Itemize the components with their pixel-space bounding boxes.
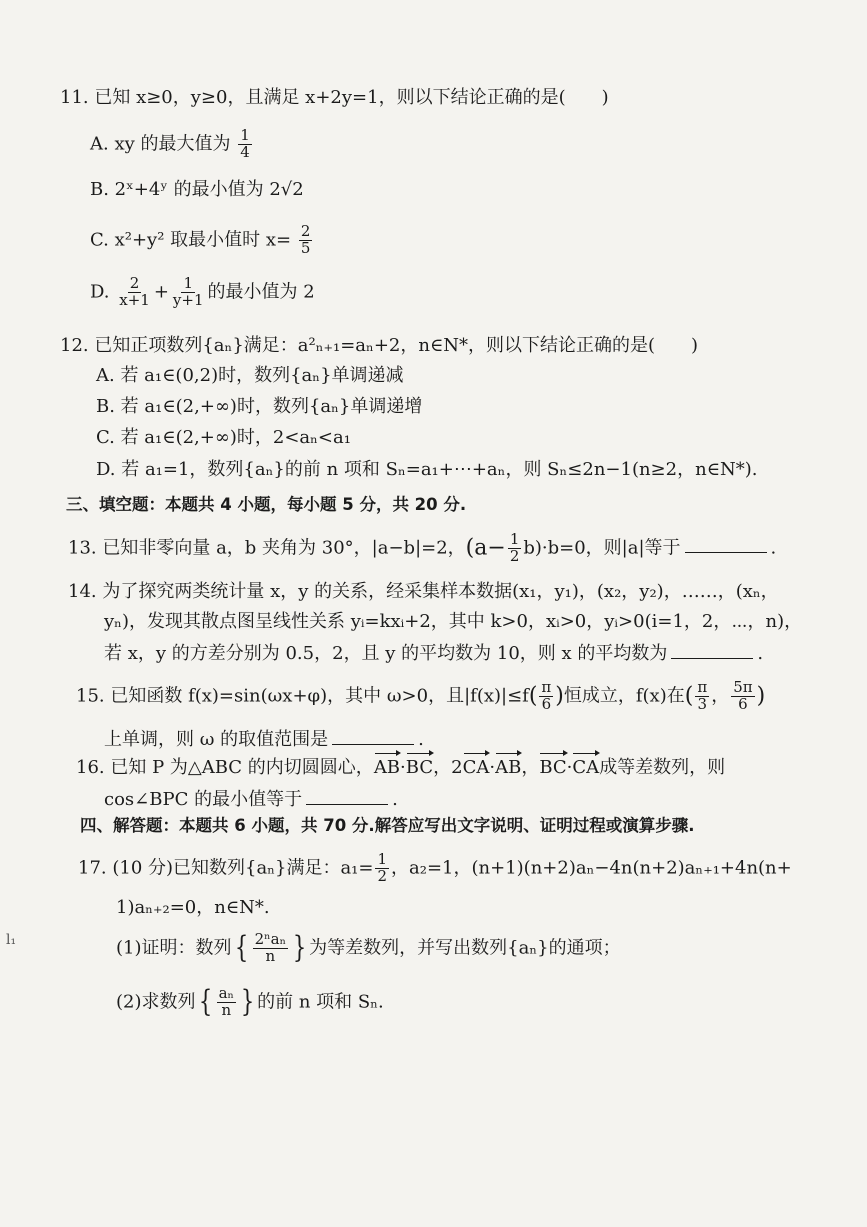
- vector-ca-2: CA: [572, 757, 600, 778]
- q12-b-text: B. 若 a₁∈(2,+∞)时，数列{aₙ}单调递增: [96, 396, 423, 417]
- fraction-a1-half: [375, 852, 389, 885]
- q14-answer-blank[interactable]: [671, 640, 753, 659]
- fraction-two-fifths: [299, 224, 313, 257]
- paren-open: (: [528, 683, 538, 709]
- section-3-heading: [66, 493, 466, 517]
- right-brace: }: [292, 930, 307, 966]
- plus-sign: +: [153, 281, 169, 303]
- q13-end: .: [770, 537, 777, 559]
- vector-ab: AB: [373, 757, 401, 778]
- q12-option-c: [96, 426, 351, 450]
- section-4-text: 四、解答题：本题共 6 小题，共 70 分.解答应写出文字说明、证明过程或演算步骤.: [80, 816, 695, 835]
- frac-num: aₙ: [218, 984, 235, 1002]
- q14-end: .: [757, 643, 764, 664]
- frac-num: 2ⁿaₙ: [254, 930, 287, 948]
- q15-l2-text: 上单调，则 ω 的取值范围是: [104, 729, 329, 750]
- q17-p1-post: 为等差数列，并写出数列{aₙ}的通项；: [309, 937, 621, 959]
- frac-den: 3: [697, 694, 708, 713]
- q16-line1: [76, 756, 725, 780]
- frac-den: x+1: [119, 290, 150, 309]
- q14-line2: [104, 610, 802, 634]
- q15-answer-blank[interactable]: [332, 726, 414, 745]
- q16-pre: 16. 已知 P 为△ABC 的内切圆圆心，: [76, 757, 374, 778]
- q17-post: ，a₂=1，(n+1)(n+2)aₙ−4n(n+2)aₙ₊₁+4n(n+: [391, 857, 792, 879]
- q11-option-c: [90, 224, 314, 257]
- dot-op: ·: [400, 757, 406, 778]
- left-brace: {: [234, 930, 248, 966]
- section-4-heading: [80, 814, 694, 838]
- q11-stem-text: 11. 已知 x≥0，y≥0，且满足 x+2y=1，则以下结论正确的是( ): [60, 87, 609, 108]
- sequence-brace: [232, 932, 310, 965]
- fraction-one-quarter: [238, 128, 252, 161]
- frac-num: π: [541, 678, 552, 696]
- q11-option-a: [90, 128, 254, 161]
- q11-option-d: [90, 276, 315, 309]
- q17-line2: [116, 896, 270, 920]
- q11-c-text: C. x²+y² 取最小值时 x=: [90, 229, 292, 251]
- frac-den: n: [265, 946, 276, 965]
- q11-b-text: B. 2ˣ+4ʸ 的最小值为 2√2: [90, 179, 304, 200]
- q17-p2-pre: (2)求数列: [116, 991, 196, 1013]
- q11-d-label: D.: [90, 281, 110, 303]
- q12-c-text: C. 若 a₁∈(2,+∞)时，2<aₙ<a₁: [96, 427, 351, 448]
- q16-l2-text: cos∠BPC 的最小值等于: [104, 789, 303, 810]
- q14-line1: [68, 580, 779, 604]
- q13-answer-blank[interactable]: [685, 534, 767, 553]
- q13-pre: 13. 已知非零向量 a，b 夹角为 30°，|a−b|=2，: [68, 537, 466, 559]
- fraction-5pi-over-6: [731, 680, 754, 713]
- right-brace: }: [240, 984, 255, 1020]
- frac-num: 1: [183, 274, 193, 292]
- q15-line2: [104, 726, 424, 752]
- frac-den: y+1: [172, 290, 204, 309]
- q16-line2: [104, 786, 398, 812]
- paren-close: ): [555, 683, 564, 709]
- vector-bc-2: BC: [539, 757, 567, 778]
- q12-option-b: [96, 395, 422, 419]
- q15-pre: 15. 已知函数 f(x)=sin(ωx+φ)，其中 ω>0，且|f(x)|≤f: [76, 685, 529, 707]
- frac-den: n: [221, 1000, 232, 1019]
- margin-mark: l₁: [6, 932, 17, 948]
- fraction-1-over-y1: [171, 276, 206, 309]
- q13-paren-a: (a−: [465, 535, 506, 561]
- q11-d-text: 的最小值为 2: [207, 281, 315, 303]
- frac-num: 5π: [733, 678, 753, 696]
- q15-end: .: [418, 729, 424, 750]
- vector-ca: CA: [462, 757, 490, 778]
- fraction-2-over-x1: [117, 276, 152, 309]
- q16-answer-blank[interactable]: [306, 786, 388, 805]
- paren-close-2: ): [756, 683, 766, 709]
- q15-mid: 恒成立，f(x)在: [563, 685, 685, 707]
- q17-l2-text: 1)aₙ₊₂=0，n∈N*.: [116, 897, 270, 918]
- q13: [68, 532, 776, 565]
- fraction-pi-over-3: [695, 680, 709, 713]
- q14-l2-text: yₙ)，发现其散点图呈线性关系 yᵢ=kxᵢ+2，其中 k>0，xᵢ>0，yᵢ>0(i=1，2，⋯，n)，: [104, 611, 803, 632]
- q17-part2: [116, 986, 384, 1019]
- q12-stem-text: 12. 已知正项数列{aₙ}满足：a²ₙ₊₁=aₙ+2，n∈N*，则以下结论正确的是( ): [60, 335, 699, 356]
- q12-option-d: [96, 458, 758, 482]
- q11-stem: [60, 86, 609, 110]
- frac-den: 2: [509, 546, 520, 565]
- section-3-text: 三、填空题：本题共 4 小题，每小题 5 分，共 20 分.: [66, 495, 467, 514]
- sequence-brace-2: [196, 986, 258, 1019]
- comma: ，: [711, 685, 730, 707]
- q12-d-text: D. 若 a₁=1，数列{aₙ}的前 n 项和 Sₙ=a₁+⋯+aₙ，则 Sₙ≤2n−1(n≥2，n∈N*).: [96, 459, 758, 480]
- frac-den: 5: [300, 238, 311, 257]
- paren-open-2: (: [684, 683, 694, 709]
- frac-den: 6: [738, 694, 748, 713]
- fraction-2na-over-n: [253, 932, 288, 965]
- q11-a-text: A. xy 的最大值为: [90, 133, 231, 155]
- frac-den: 4: [240, 142, 250, 161]
- vector-ab-2: AB: [495, 757, 522, 778]
- q14-l1-text: 14. 为了探究两类统计量 x，y 的关系，经采集样本数据(x₁，y₁)，(x₂，y₂)，……，(xₙ，: [68, 581, 779, 602]
- q12-a-text: A. 若 a₁∈(0,2)时，数列{aₙ}单调递减: [96, 365, 404, 386]
- fraction-a-over-n: [217, 986, 236, 1019]
- frac-den: 6: [541, 694, 552, 713]
- q12-stem: [60, 334, 698, 358]
- comma: ，: [521, 757, 540, 778]
- q17-p2-post: 的前 n 项和 Sₙ.: [257, 991, 384, 1013]
- q13-paren-b: b)·b=0，则|a|等于: [523, 537, 681, 559]
- frac-num: 1: [377, 850, 388, 868]
- dot-op-3: ·: [566, 757, 573, 778]
- frac-num: 2: [129, 274, 140, 292]
- q17-part1: [116, 932, 621, 965]
- fraction-half: [508, 532, 522, 565]
- dot-op-2: ·: [489, 757, 496, 778]
- q14-line3: [104, 640, 763, 666]
- q16-end: .: [392, 789, 398, 810]
- q15-line1: [76, 680, 765, 713]
- frac-num: 1: [240, 126, 250, 144]
- frac-num: π: [697, 678, 708, 696]
- frac-num: 1: [509, 530, 520, 548]
- q11-option-b: [90, 178, 304, 202]
- q17-pre: 17. (10 分)已知数列{aₙ}满足：a₁=: [78, 857, 374, 879]
- left-brace: {: [198, 984, 212, 1020]
- q12-option-a: [96, 364, 404, 388]
- q14-l3-text: 若 x，y 的方差分别为 0.5，2，且 y 的平均数为 10，则 x 的平均数为: [104, 643, 668, 664]
- frac-num: 2: [300, 222, 311, 240]
- q16-post: 成等差数列，则: [599, 757, 726, 778]
- q17-line1: [78, 852, 792, 885]
- frac-den: 2: [377, 866, 388, 885]
- vector-bc: BC: [405, 757, 434, 778]
- q17-p1-pre: (1)证明：数列: [116, 937, 232, 959]
- fraction-pi-over-6: [539, 680, 553, 713]
- two-coef: ，2: [433, 757, 463, 778]
